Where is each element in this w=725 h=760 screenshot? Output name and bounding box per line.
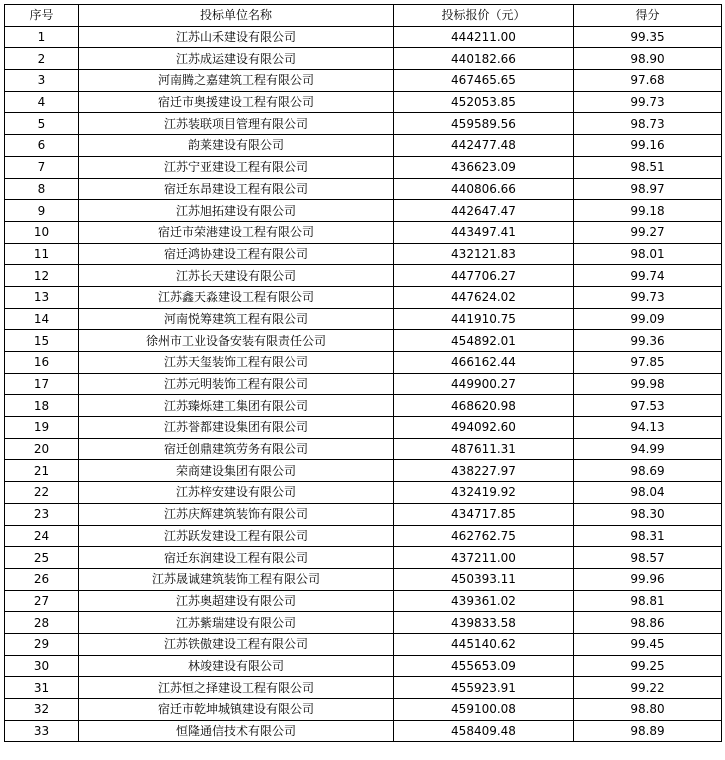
cell-serial-number: 12 bbox=[5, 265, 79, 287]
cell-score: 98.80 bbox=[574, 699, 722, 721]
cell-bidder-name: 江苏宁亚建设工程有限公司 bbox=[79, 156, 394, 178]
cell-bid-price: 459100.08 bbox=[394, 699, 574, 721]
cell-serial-number: 19 bbox=[5, 417, 79, 439]
cell-score: 99.09 bbox=[574, 308, 722, 330]
table-row bbox=[5, 612, 722, 634]
cell-score: 99.18 bbox=[574, 200, 722, 222]
cell-bid-price: 442477.48 bbox=[394, 135, 574, 157]
cell-serial-number: 16 bbox=[5, 352, 79, 374]
cell-bid-price: 440806.66 bbox=[394, 178, 574, 200]
cell-score: 99.22 bbox=[574, 677, 722, 699]
cell-score: 98.90 bbox=[574, 48, 722, 70]
cell-score: 94.99 bbox=[574, 438, 722, 460]
cell-serial-number: 13 bbox=[5, 286, 79, 308]
cell-score: 99.73 bbox=[574, 91, 722, 113]
cell-bidder-name: 江苏臻烁建工集团有限公司 bbox=[79, 395, 394, 417]
table-row bbox=[5, 308, 722, 330]
cell-score: 98.97 bbox=[574, 178, 722, 200]
cell-serial-number: 31 bbox=[5, 677, 79, 699]
cell-bidder-name: 江苏紫瑞建设有限公司 bbox=[79, 612, 394, 634]
bid-results-table bbox=[4, 4, 722, 742]
table-row bbox=[5, 438, 722, 460]
cell-serial-number: 20 bbox=[5, 438, 79, 460]
cell-bidder-name: 江苏长天建设有限公司 bbox=[79, 265, 394, 287]
cell-bidder-name: 江苏成运建设有限公司 bbox=[79, 48, 394, 70]
cell-bid-price: 450393.11 bbox=[394, 568, 574, 590]
cell-serial-number: 17 bbox=[5, 373, 79, 395]
cell-score: 94.13 bbox=[574, 417, 722, 439]
cell-bid-price: 439833.58 bbox=[394, 612, 574, 634]
cell-score: 98.57 bbox=[574, 547, 722, 569]
cell-bid-price: 449900.27 bbox=[394, 373, 574, 395]
header-score: 得分 bbox=[574, 5, 722, 27]
cell-bid-price: 487611.31 bbox=[394, 438, 574, 460]
table-row bbox=[5, 568, 722, 590]
table-row bbox=[5, 655, 722, 677]
cell-bid-price: 467465.65 bbox=[394, 70, 574, 92]
cell-score: 97.53 bbox=[574, 395, 722, 417]
table-row bbox=[5, 156, 722, 178]
cell-bidder-name: 江苏装联项目管理有限公司 bbox=[79, 113, 394, 135]
cell-bid-price: 434717.85 bbox=[394, 503, 574, 525]
cell-bid-price: 455653.09 bbox=[394, 655, 574, 677]
cell-bidder-name: 宿迁市荣港建设工程有限公司 bbox=[79, 221, 394, 243]
cell-score: 98.86 bbox=[574, 612, 722, 634]
cell-bid-price: 459589.56 bbox=[394, 113, 574, 135]
cell-bid-price: 436623.09 bbox=[394, 156, 574, 178]
cell-score: 99.45 bbox=[574, 633, 722, 655]
cell-score: 98.51 bbox=[574, 156, 722, 178]
cell-score: 98.89 bbox=[574, 720, 722, 742]
cell-serial-number: 3 bbox=[5, 70, 79, 92]
table-row bbox=[5, 677, 722, 699]
table-row bbox=[5, 286, 722, 308]
table-row bbox=[5, 460, 722, 482]
cell-score: 99.36 bbox=[574, 330, 722, 352]
cell-bidder-name: 江苏庆辉建筑装饰有限公司 bbox=[79, 503, 394, 525]
cell-serial-number: 30 bbox=[5, 655, 79, 677]
cell-bid-price: 466162.44 bbox=[394, 352, 574, 374]
cell-serial-number: 28 bbox=[5, 612, 79, 634]
table-row bbox=[5, 503, 722, 525]
table-row bbox=[5, 417, 722, 439]
cell-bid-price: 432121.83 bbox=[394, 243, 574, 265]
cell-bidder-name: 江苏梓安建设有限公司 bbox=[79, 482, 394, 504]
cell-bidder-name: 宿迁鸿协建设工程有限公司 bbox=[79, 243, 394, 265]
cell-serial-number: 22 bbox=[5, 482, 79, 504]
cell-score: 99.98 bbox=[574, 373, 722, 395]
cell-bid-price: 439361.02 bbox=[394, 590, 574, 612]
table-row bbox=[5, 395, 722, 417]
cell-serial-number: 4 bbox=[5, 91, 79, 113]
cell-bid-price: 468620.98 bbox=[394, 395, 574, 417]
table-row bbox=[5, 547, 722, 569]
cell-bid-price: 462762.75 bbox=[394, 525, 574, 547]
header-bidder-name: 投标单位名称 bbox=[79, 5, 394, 27]
cell-score: 98.69 bbox=[574, 460, 722, 482]
cell-bidder-name: 宿迁创鼎建筑劳务有限公司 bbox=[79, 438, 394, 460]
cell-bidder-name: 江苏元明装饰工程有限公司 bbox=[79, 373, 394, 395]
cell-serial-number: 7 bbox=[5, 156, 79, 178]
cell-bid-price: 447624.02 bbox=[394, 286, 574, 308]
cell-serial-number: 29 bbox=[5, 633, 79, 655]
table-body bbox=[5, 26, 722, 742]
table-row bbox=[5, 48, 722, 70]
cell-score: 98.73 bbox=[574, 113, 722, 135]
cell-serial-number: 8 bbox=[5, 178, 79, 200]
cell-serial-number: 32 bbox=[5, 699, 79, 721]
cell-score: 99.27 bbox=[574, 221, 722, 243]
cell-bidder-name: 江苏恒之择建设工程有限公司 bbox=[79, 677, 394, 699]
cell-bid-price: 452053.85 bbox=[394, 91, 574, 113]
table-row bbox=[5, 70, 722, 92]
cell-bidder-name: 江苏跃发建设工程有限公司 bbox=[79, 525, 394, 547]
table-row bbox=[5, 200, 722, 222]
cell-bidder-name: 宿迁市奥援建设工程有限公司 bbox=[79, 91, 394, 113]
cell-serial-number: 23 bbox=[5, 503, 79, 525]
cell-bidder-name: 江苏誉都建设集团有限公司 bbox=[79, 417, 394, 439]
cell-bidder-name: 宿迁市乾坤城镇建设有限公司 bbox=[79, 699, 394, 721]
cell-serial-number: 5 bbox=[5, 113, 79, 135]
cell-bid-price: 494092.60 bbox=[394, 417, 574, 439]
header-row bbox=[5, 5, 722, 27]
cell-bid-price: 442647.47 bbox=[394, 200, 574, 222]
header-serial-number: 序号 bbox=[5, 5, 79, 27]
cell-score: 97.68 bbox=[574, 70, 722, 92]
cell-serial-number: 18 bbox=[5, 395, 79, 417]
table-row bbox=[5, 26, 722, 48]
cell-score: 98.01 bbox=[574, 243, 722, 265]
cell-bid-price: 443497.41 bbox=[394, 221, 574, 243]
cell-bid-price: 455923.91 bbox=[394, 677, 574, 699]
cell-bid-price: 432419.92 bbox=[394, 482, 574, 504]
cell-bid-price: 454892.01 bbox=[394, 330, 574, 352]
cell-bidder-name: 恒隆通信技术有限公司 bbox=[79, 720, 394, 742]
cell-bid-price: 440182.66 bbox=[394, 48, 574, 70]
cell-score: 99.16 bbox=[574, 135, 722, 157]
cell-score: 99.73 bbox=[574, 286, 722, 308]
table-row bbox=[5, 373, 722, 395]
table-row bbox=[5, 243, 722, 265]
cell-score: 98.31 bbox=[574, 525, 722, 547]
cell-score: 98.04 bbox=[574, 482, 722, 504]
cell-bidder-name: 林竣建设有限公司 bbox=[79, 655, 394, 677]
cell-bidder-name: 江苏奥超建设有限公司 bbox=[79, 590, 394, 612]
table-row bbox=[5, 699, 722, 721]
cell-serial-number: 27 bbox=[5, 590, 79, 612]
cell-serial-number: 1 bbox=[5, 26, 79, 48]
cell-score: 99.74 bbox=[574, 265, 722, 287]
table-row bbox=[5, 525, 722, 547]
cell-bid-price: 437211.00 bbox=[394, 547, 574, 569]
cell-bidder-name: 宿迁东昂建设工程有限公司 bbox=[79, 178, 394, 200]
table-row bbox=[5, 135, 722, 157]
table-row bbox=[5, 91, 722, 113]
cell-serial-number: 24 bbox=[5, 525, 79, 547]
cell-bidder-name: 宿迁东润建设工程有限公司 bbox=[79, 547, 394, 569]
cell-serial-number: 33 bbox=[5, 720, 79, 742]
cell-serial-number: 2 bbox=[5, 48, 79, 70]
cell-serial-number: 21 bbox=[5, 460, 79, 482]
cell-serial-number: 10 bbox=[5, 221, 79, 243]
cell-bid-price: 458409.48 bbox=[394, 720, 574, 742]
cell-score: 99.96 bbox=[574, 568, 722, 590]
cell-serial-number: 15 bbox=[5, 330, 79, 352]
cell-bidder-name: 徐州市工业设备安装有限责任公司 bbox=[79, 330, 394, 352]
cell-serial-number: 26 bbox=[5, 568, 79, 590]
cell-bidder-name: 江苏天玺装饰工程有限公司 bbox=[79, 352, 394, 374]
cell-serial-number: 25 bbox=[5, 547, 79, 569]
cell-bid-price: 441910.75 bbox=[394, 308, 574, 330]
cell-serial-number: 6 bbox=[5, 135, 79, 157]
cell-bidder-name: 江苏山禾建设有限公司 bbox=[79, 26, 394, 48]
cell-serial-number: 14 bbox=[5, 308, 79, 330]
cell-bidder-name: 河南腾之嘉建筑工程有限公司 bbox=[79, 70, 394, 92]
cell-serial-number: 11 bbox=[5, 243, 79, 265]
header-bid-price: 投标报价（元） bbox=[394, 5, 574, 27]
cell-bid-price: 447706.27 bbox=[394, 265, 574, 287]
table-row bbox=[5, 178, 722, 200]
cell-bidder-name: 韵莱建设有限公司 bbox=[79, 135, 394, 157]
table-row bbox=[5, 265, 722, 287]
table-row bbox=[5, 482, 722, 504]
cell-bid-price: 444211.00 bbox=[394, 26, 574, 48]
cell-score: 98.81 bbox=[574, 590, 722, 612]
cell-score: 99.35 bbox=[574, 26, 722, 48]
cell-bidder-name: 荣商建设集团有限公司 bbox=[79, 460, 394, 482]
cell-score: 97.85 bbox=[574, 352, 722, 374]
table-row bbox=[5, 720, 722, 742]
cell-bid-price: 445140.62 bbox=[394, 633, 574, 655]
cell-score: 98.30 bbox=[574, 503, 722, 525]
cell-bidder-name: 河南悦筹建筑工程有限公司 bbox=[79, 308, 394, 330]
table-row bbox=[5, 633, 722, 655]
table-row bbox=[5, 330, 722, 352]
cell-bidder-name: 江苏鑫天淼建设工程有限公司 bbox=[79, 286, 394, 308]
cell-bidder-name: 江苏铁傲建设工程有限公司 bbox=[79, 633, 394, 655]
table-row bbox=[5, 590, 722, 612]
cell-serial-number: 9 bbox=[5, 200, 79, 222]
cell-bidder-name: 江苏晟诚建筑装饰工程有限公司 bbox=[79, 568, 394, 590]
table-row bbox=[5, 352, 722, 374]
cell-bidder-name: 江苏旭拓建设有限公司 bbox=[79, 200, 394, 222]
table-row bbox=[5, 113, 722, 135]
cell-score: 99.25 bbox=[574, 655, 722, 677]
cell-bid-price: 438227.97 bbox=[394, 460, 574, 482]
table-row bbox=[5, 221, 722, 243]
